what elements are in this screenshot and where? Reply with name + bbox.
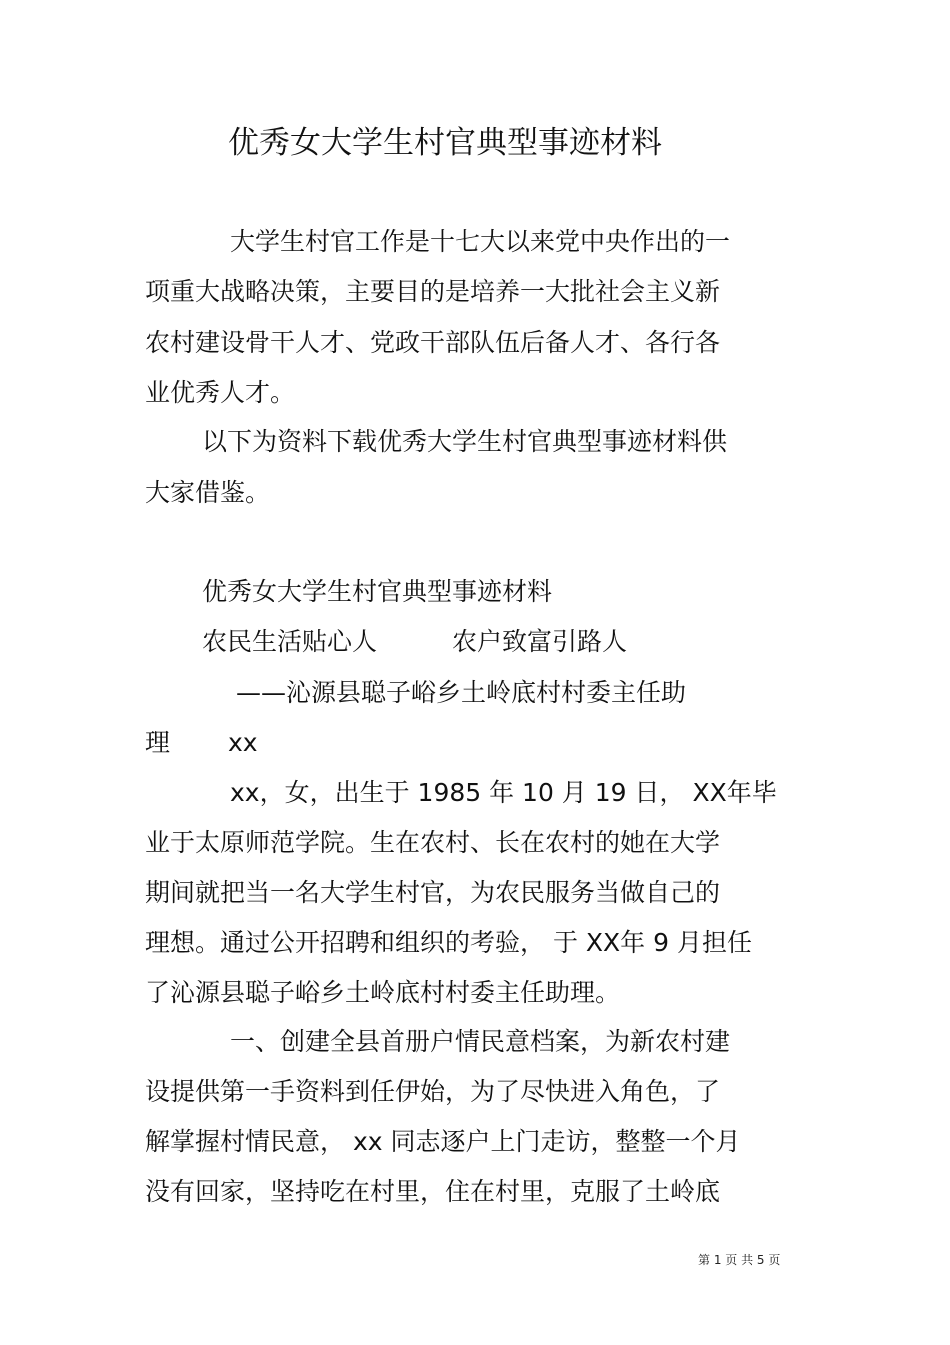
body-line: 一、创建全县首册户情民意档案，为新农村建 <box>230 1027 731 1056</box>
body-line: 没有回家，坚持吃在村里，住在村里，克服了土岭底 <box>145 1177 721 1206</box>
section-title: 优秀女大学生村官典型事迹材料 <box>202 577 553 606</box>
author-line: 理 xx <box>145 728 258 757</box>
page-number: 第 1 页 共 5 页 <box>698 1253 781 1267</box>
body-line: 大学生村官工作是十七大以来党中央作出的一 <box>230 227 731 256</box>
body-line: 设提供第一手资料到任伊始，为了尽快进入角色，了 <box>145 1077 721 1106</box>
body-line: 解掌握村情民意， xx 同志逐户上门走访，整整一个月 <box>145 1127 741 1156</box>
body-line: 了沁源县聪子峪乡土岭底村村委主任助理。 <box>145 978 621 1007</box>
body-line: 农村建设骨干人才、党政干部队伍后备人才、各行各 <box>145 328 721 357</box>
author-line: ——沁源县聪子峪乡土岭底村村委主任助 <box>236 678 687 707</box>
body-line: 大家借鉴。 <box>145 478 271 507</box>
body-line: 业优秀人才。 <box>145 378 296 407</box>
body-line: 期间就把当一名大学生村官，为农民服务当做自己的 <box>145 878 721 907</box>
document-title: 优秀女大学生村官典型事迹材料 <box>228 125 662 161</box>
body-line: xx，女，出生于 1985 年 10 月 19 日， XX年毕 <box>230 778 777 807</box>
section-subtitle: 农民生活贴心人 农户致富引路人 <box>202 627 628 656</box>
body-line: 业于太原师范学院。生在农村、长在农村的她在大学 <box>145 828 721 857</box>
body-line: 项重大战略决策，主要目的是培养一大批社会主义新 <box>145 277 721 306</box>
body-line: 理想。通过公开招聘和组织的考验， 于 XX年 9 月担任 <box>145 928 752 957</box>
body-line: 以下为资料下载优秀大学生村官典型事迹材料供 <box>202 427 728 456</box>
